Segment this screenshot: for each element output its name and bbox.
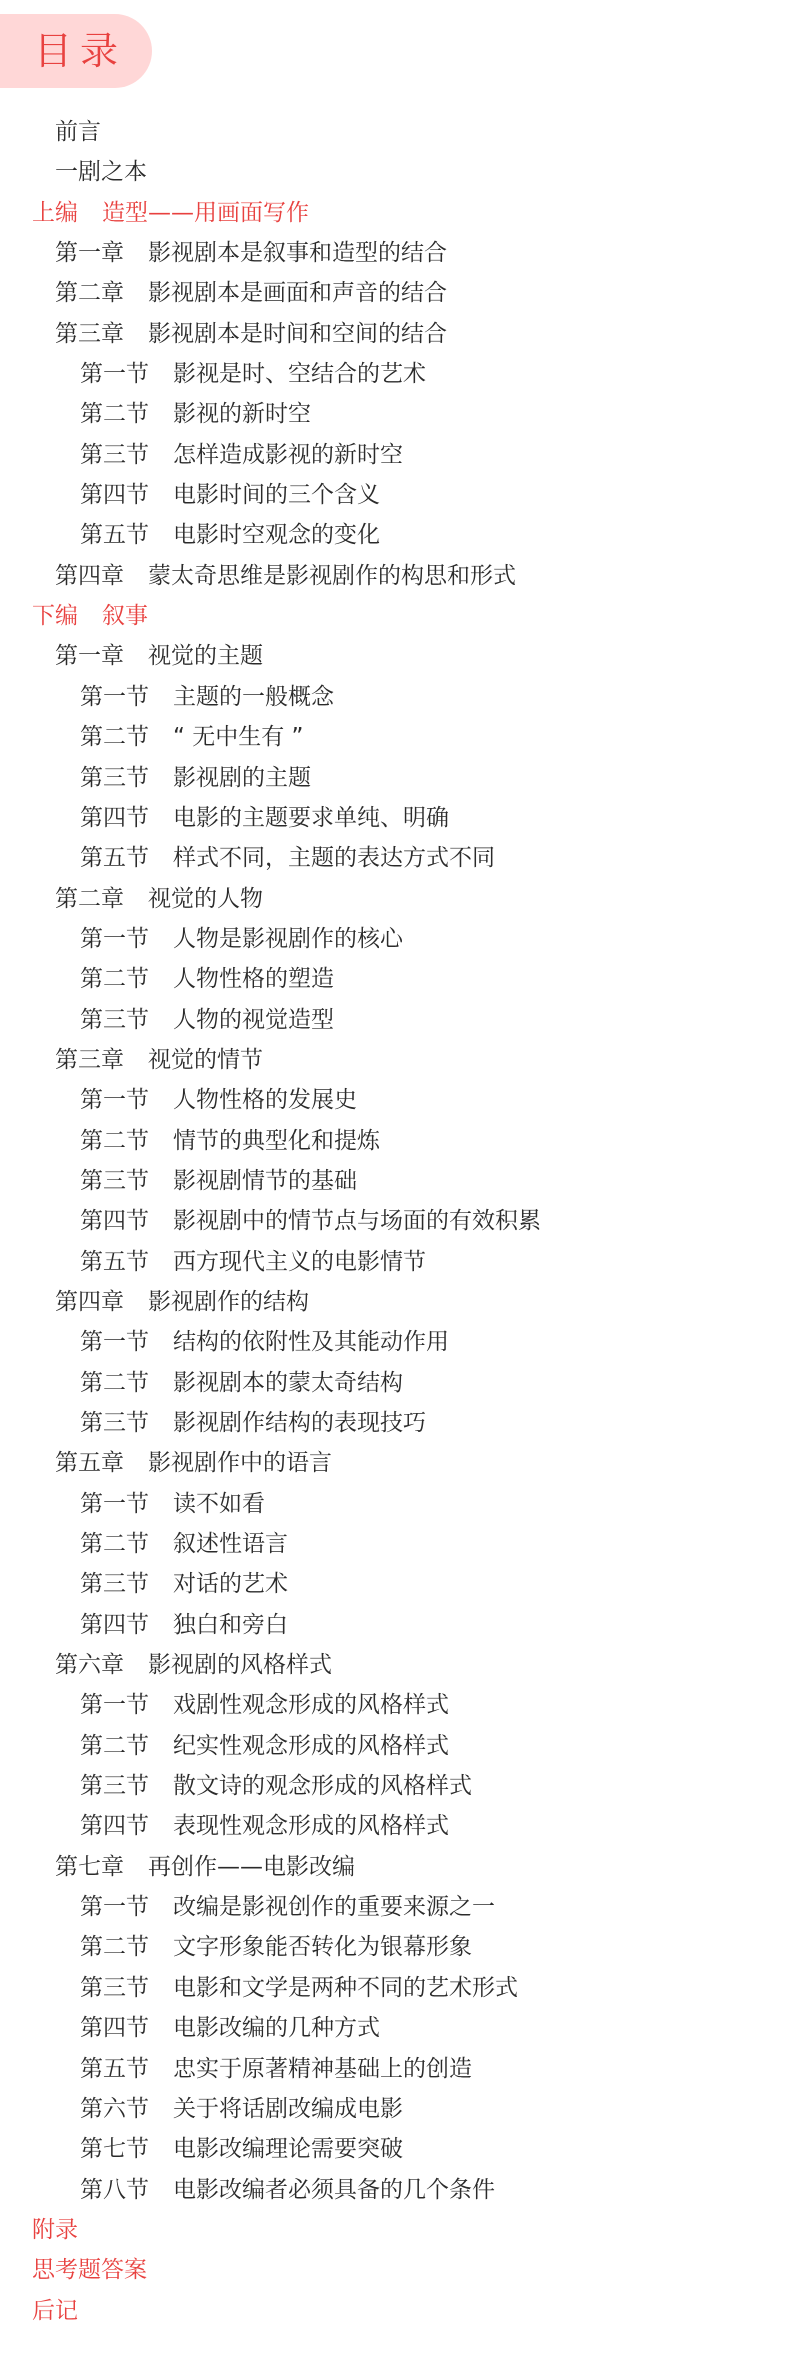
toc-entry-title: 电影和文学是两种不同的艺术形式 [173, 1974, 518, 2001]
toc-entry-number: 第二节 [80, 1127, 149, 1154]
toc-section-entry[interactable] [0, 1080, 541, 1120]
table-of-contents [0, 112, 541, 2331]
toc-entry-title: 造型——用画面写作 [102, 199, 309, 226]
toc-entry-title: 影视剧本的蒙太奇结构 [173, 1369, 403, 1396]
page-title: 目录 [34, 29, 127, 73]
toc-entry-number: 第一节 [80, 1490, 149, 1517]
toc-entry-number: 第一章 [55, 643, 124, 670]
toc-section-entry[interactable] [0, 2049, 541, 2089]
toc-section-entry[interactable] [0, 1484, 541, 1524]
toc-entry-number: 第八节 [80, 2176, 149, 2203]
toc-chapter-entry[interactable] [0, 1282, 541, 1322]
toc-entry-number: 第二节 [80, 966, 149, 993]
toc-section-entry[interactable] [0, 435, 541, 475]
toc-entry-number: 第四节 [80, 2015, 149, 2042]
toc-entry-title: 电影改编理论需要突破 [173, 2136, 403, 2163]
toc-part-entry[interactable] [0, 2210, 541, 2250]
toc-section-entry[interactable] [0, 1403, 541, 1443]
toc-entry-title: 人物性格的塑造 [173, 966, 334, 993]
toc-entry-number: 上编 [32, 199, 78, 226]
toc-entry-number: 第三章 [55, 320, 124, 347]
toc-entry-number: 第三节 [80, 441, 149, 468]
toc-entry-number: 第五节 [80, 845, 149, 872]
toc-part-entry[interactable] [0, 193, 541, 233]
toc-section-entry[interactable] [0, 1000, 541, 1040]
toc-section-entry[interactable] [0, 758, 541, 798]
toc-chapter-entry[interactable] [0, 556, 541, 596]
toc-entry-title: 叙述性语言 [173, 1531, 288, 1558]
toc-section-entry[interactable] [0, 677, 541, 717]
toc-entry-title: 忠实于原著精神基础上的创造 [173, 2055, 472, 2082]
toc-entry-number: 第一节 [80, 1087, 149, 1114]
toc-entry-number: 第六节 [80, 2095, 149, 2122]
toc-entry-number: 第三节 [80, 1773, 149, 1800]
toc-entry-title: 影视的新时空 [173, 401, 311, 428]
toc-entry-title: 独白和旁白 [173, 1611, 288, 1638]
toc-entry-number: 第五章 [55, 1450, 124, 1477]
toc-entry-title: 视觉的主题 [148, 643, 263, 670]
toc-entry-number: 第一节 [80, 925, 149, 952]
toc-chapter-entry[interactable] [0, 233, 541, 273]
toc-entry-number: 第六章 [55, 1652, 124, 1679]
toc-section-entry[interactable] [0, 1806, 541, 1846]
toc-entry-number: 第二节 [80, 1531, 149, 1558]
toc-section-entry[interactable] [0, 1242, 541, 1282]
toc-section-entry[interactable] [0, 1564, 541, 1604]
toc-entry-title: 影视剧的主题 [173, 764, 311, 791]
toc-entry-title: 影视是时、空结合的艺术 [173, 361, 426, 388]
toc-entry-number: 第三章 [55, 1046, 124, 1073]
toc-entry-number: 第七节 [80, 2136, 149, 2163]
toc-section-entry[interactable] [0, 1322, 541, 1362]
toc-chapter-entry[interactable] [0, 1040, 541, 1080]
toc-entry-title: 思考题答案 [32, 2257, 147, 2284]
toc-entry-title: 主题的一般概念 [173, 683, 334, 710]
toc-entry-title: 文字形象能否转化为银幕形象 [173, 1934, 472, 1961]
toc-entry-number: 第四节 [80, 482, 149, 509]
toc-entry-title: 戏剧性观念形成的风格样式 [173, 1692, 449, 1719]
toc-section-entry[interactable] [0, 2170, 541, 2210]
toc-section-entry[interactable] [0, 354, 541, 394]
toc-section-entry[interactable] [0, 1968, 541, 2008]
toc-entry-title: 附录 [32, 2216, 78, 2243]
toc-section-entry[interactable] [0, 475, 541, 515]
toc-entry-number: 第二章 [55, 885, 124, 912]
toc-entry-number: 第五节 [80, 522, 149, 549]
toc-part-entry[interactable] [0, 2250, 541, 2290]
toc-entry-number: 第二节 [80, 1934, 149, 1961]
toc-chapter-entry[interactable] [0, 112, 541, 152]
toc-entry-title: 电影改编者必须具备的几个条件 [173, 2176, 495, 2203]
toc-entry-title: 再创作——电影改编 [148, 1853, 355, 1880]
toc-entry-title: 影视剧作中的语言 [148, 1450, 332, 1477]
toc-entry-title: 改编是影视创作的重要来源之一 [173, 1894, 495, 1921]
toc-entry-title: 人物性格的发展史 [173, 1087, 357, 1114]
toc-chapter-entry[interactable] [0, 152, 541, 192]
toc-entry-title: 影视剧本是画面和声音的结合 [148, 280, 447, 307]
toc-entry-number: 第一节 [80, 683, 149, 710]
toc-entry-title: 影视剧的风格样式 [148, 1652, 332, 1679]
toc-entry-title: 读不如看 [173, 1490, 265, 1517]
toc-entry-title: 对话的艺术 [173, 1571, 288, 1598]
toc-section-entry[interactable] [0, 2008, 541, 2048]
toc-entry-title: 影视剧作的结构 [148, 1288, 309, 1315]
toc-section-entry[interactable] [0, 838, 541, 878]
toc-entry-number: 第一节 [80, 1329, 149, 1356]
toc-entry-title: 前言 [55, 119, 101, 145]
toc-chapter-entry[interactable] [0, 1443, 541, 1483]
toc-entry-title: 视觉的情节 [148, 1046, 263, 1073]
toc-entry-title: 视觉的人物 [148, 885, 263, 912]
toc-entry-title: 西方现代主义的电影情节 [173, 1248, 426, 1275]
toc-entry-title: 人物的视觉造型 [173, 1006, 334, 1033]
toc-section-entry[interactable] [0, 959, 541, 999]
toc-entry-number: 第七章 [55, 1853, 124, 1880]
toc-entry-number: 下编 [32, 603, 78, 630]
toc-chapter-entry[interactable] [0, 1847, 541, 1887]
toc-entry-title: 散文诗的观念形成的风格样式 [173, 1773, 472, 1800]
toc-section-entry[interactable] [0, 1524, 541, 1564]
toc-entry-number: 第三节 [80, 1571, 149, 1598]
toc-entry-number: 第五节 [80, 1248, 149, 1275]
toc-entry-number: 第四章 [55, 1288, 124, 1315]
toc-entry-title: 纪实性观念形成的风格样式 [173, 1732, 449, 1759]
toc-entry-title: 影视剧中的情节点与场面的有效积累 [173, 1208, 541, 1235]
toc-entry-title: 后记 [32, 2297, 78, 2324]
toc-entry-title: 电影时空观念的变化 [173, 522, 380, 549]
toc-entry-number: 第一节 [80, 1894, 149, 1921]
toc-entry-number: 第五节 [80, 2055, 149, 2082]
toc-section-entry[interactable] [0, 515, 541, 555]
toc-entry-number: 第三节 [80, 764, 149, 791]
toc-entry-title: 影视剧本是叙事和造型的结合 [148, 240, 447, 267]
toc-chapter-entry[interactable] [0, 1645, 541, 1685]
toc-header [0, 14, 152, 88]
toc-entry-number: 第二节 [80, 401, 149, 428]
toc-entry-title: 蒙太奇思维是影视剧作的构思和形式 [148, 562, 516, 589]
toc-entry-title: 结构的依附性及其能动作用 [173, 1329, 449, 1356]
toc-section-entry[interactable] [0, 2129, 541, 2169]
toc-entry-title: 人物是影视剧作的核心 [173, 925, 403, 952]
toc-chapter-entry[interactable] [0, 273, 541, 313]
toc-section-entry[interactable] [0, 1685, 541, 1725]
toc-section-entry[interactable] [0, 1766, 541, 1806]
toc-entry-title: 怎样造成影视的新时空 [173, 441, 403, 468]
toc-part-entry[interactable] [0, 2291, 541, 2331]
toc-entry-title: 一剧之本 [55, 159, 147, 186]
toc-section-entry[interactable] [0, 717, 541, 757]
toc-entry-number: 第四节 [80, 1813, 149, 1840]
toc-entry-number: 第一节 [80, 1692, 149, 1719]
toc-entry-title: 影视剧本是时间和空间的结合 [148, 320, 447, 347]
toc-entry-number: 第三节 [80, 1974, 149, 2001]
toc-entry-title: 电影的主题要求单纯、明确 [173, 804, 449, 831]
toc-section-entry[interactable] [0, 1363, 541, 1403]
toc-entry-number: 第二章 [55, 280, 124, 307]
toc-section-entry[interactable] [0, 394, 541, 434]
toc-entry-title: 表现性观念形成的风格样式 [173, 1813, 449, 1840]
toc-entry-title: “ 无中生有 ” [173, 724, 304, 751]
toc-entry-title: 关于将话剧改编成电影 [173, 2095, 403, 2122]
toc-entry-number: 第三节 [80, 1006, 149, 1033]
toc-entry-number: 第一节 [80, 361, 149, 388]
toc-chapter-entry[interactable] [0, 879, 541, 919]
toc-section-entry[interactable] [0, 1887, 541, 1927]
toc-section-entry[interactable] [0, 1201, 541, 1241]
toc-entry-title: 情节的典型化和提炼 [173, 1127, 380, 1154]
toc-entry-number: 第一章 [55, 240, 124, 267]
toc-part-entry[interactable] [0, 596, 541, 636]
toc-entry-title: 叙事 [102, 603, 148, 630]
toc-section-entry[interactable] [0, 919, 541, 959]
toc-section-entry[interactable] [0, 1927, 541, 1967]
toc-entry-number: 第四节 [80, 1208, 149, 1235]
toc-entry-number: 第二节 [80, 1369, 149, 1396]
toc-chapter-entry[interactable] [0, 314, 541, 354]
toc-section-entry[interactable] [0, 1161, 541, 1201]
toc-section-entry[interactable] [0, 1121, 541, 1161]
toc-entry-number: 第二节 [80, 724, 149, 751]
toc-section-entry[interactable] [0, 1726, 541, 1766]
toc-entry-title: 影视剧作结构的表现技巧 [173, 1410, 426, 1436]
toc-entry-title: 样式不同，主题的表达方式不同 [173, 845, 495, 872]
toc-entry-number: 第三节 [80, 1410, 149, 1436]
toc-chapter-entry[interactable] [0, 636, 541, 676]
toc-entry-number: 第四节 [80, 1611, 149, 1638]
toc-entry-title: 电影改编的几种方式 [173, 2015, 380, 2042]
toc-entry-number: 第四章 [55, 562, 124, 589]
toc-section-entry[interactable] [0, 2089, 541, 2129]
toc-section-entry[interactable] [0, 798, 541, 838]
toc-entry-number: 第二节 [80, 1732, 149, 1759]
toc-entry-title: 电影时间的三个含义 [173, 482, 380, 509]
toc-entry-title: 影视剧情节的基础 [173, 1167, 357, 1194]
toc-entry-number: 第三节 [80, 1167, 149, 1194]
toc-section-entry[interactable] [0, 1605, 541, 1645]
toc-entry-number: 第四节 [80, 804, 149, 831]
